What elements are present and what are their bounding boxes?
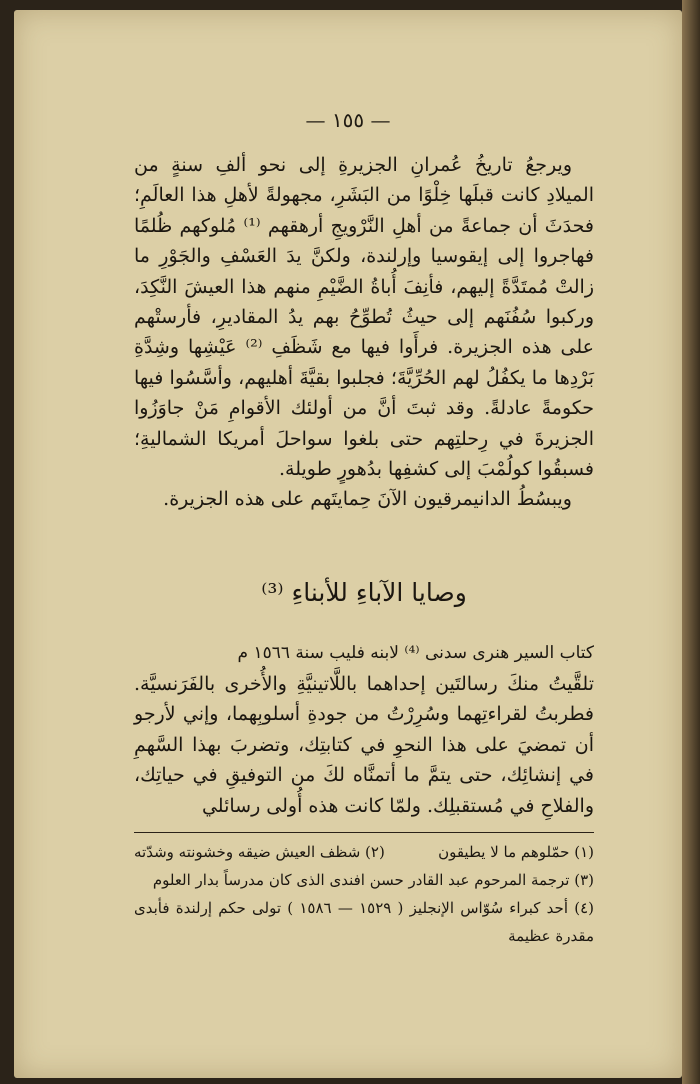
footnote-row: [134, 838, 594, 866]
footnote-divider: [134, 832, 594, 833]
paragraph-history: ويرجعُ تاريخُ عُمرانِ الجزيرةِ إلى نحو ألفِ سنةٍ من الميلادِ كانت قبلَها خِلْوًا من البَشَرِ، مجهولةً لأهلِ هذا العالَمِ؛ فحدَثَ أن جماعةً من أهلِ النَّرْويجِ أرهقهم ⁽¹⁾ مُلوكهم ظُلمًا فهاجروا إلى إيقوسيا وإرلندة، ولكنَّ يدَ العَسْفِ والجَوْرِ ما زالتْ مُمتَدَّةً إليهم، فأنِفَ أُباةُ الضَّيْمِ منهم هذا العيشَ النَّكِدَ، وركبوا سُفُنَهم إلى حيثُ تُطوِّحُ بهم يدُ المقاديرِ، فأرستْهم على هذه الجزيرة. فرأَوا فيها مع شَظَفِ ⁽²⁾ عَيْشِها وشِدَّةِ بَرْدِها ما يكفُلُ لهم الحُرِّيَّةَ؛ فجلبوا بقيَّةَ أهليهم، وأسَّسُوا فيها حكومةً عادلةً. وقد ثبتَ أنَّ من أولئك الأقوامِ مَنْ جاوَزُوا الجزيرةَ في رِحلتِهم حتى بلغوا سواحلَ أمريكا الشماليةِ؛ فسبقُوا كولُمْبَ إلى كشفِها بدُهورٍ طويلة.: [134, 154, 594, 481]
footnote-3: (٣) ترجمة المرحوم عبد القادر حسن افندى الذى كان مدرساً بدار العلوم: [152, 871, 594, 889]
letter-section: [134, 638, 594, 821]
section-heading: وصايا الآباءِ للأبناءِ ⁽³⁾: [261, 578, 467, 607]
book-page: [14, 10, 682, 1078]
letter-body: تلقَّيتُ منكَ رسالتَين إحداهما باللَّاتينيَّةِ والأُخرى بالفَرَنسيَّة. فطربتُ لقراءتِهما وسُرِرْتُ من جودةِ أسلوبِهما، وإني لأرجو أن تمضيَ على هذا النحوِ في كتابتِك، وتضربَ بهذا السَّهمِ في إنشائِك، حتى يتمَّ ما أتمنَّاه لكَ من التوفيقِ في حياتِك، والفلاحِ في مُستقبلِك. ولمّا كانت هذه أُولى رسائلي: [134, 672, 595, 817]
page-number: — ١٥٥ —: [305, 108, 391, 132]
paragraph-protection: ويبسُطُ الدانيمرقيون الآنَ حِمايتَهم على هذه الجزيرة.: [163, 488, 572, 511]
footnote-4: (٤) أحد كبراء سُوّاس الإنجليز ( ١٥٢٩ — ١٥٨٦ ) تولى حكم إرلندة فأبدى مقدرة عظيمة: [134, 899, 594, 945]
main-text: [134, 150, 594, 515]
footnotes: [134, 838, 594, 950]
footnote-2: (٢) شظف العيش ضيقه وخشونته وشدّته: [134, 843, 385, 861]
letter-title: كتاب السير هنرى سدنى ⁽⁴⁾ لابنه فليب سنة ١٥٦٦ م: [237, 643, 594, 663]
page-edge: [682, 0, 700, 1084]
footnote-1: (١) حمّلوهم ما لا يطيقون: [438, 843, 594, 861]
